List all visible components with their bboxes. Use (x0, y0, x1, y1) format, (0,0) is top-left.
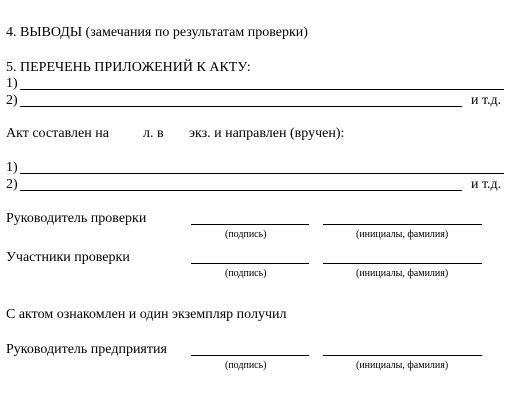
recipient-item-1-number: 1) (6, 160, 18, 175)
inspection-head-name-line[interactable] (323, 224, 482, 225)
enterprise-head-signature-line[interactable] (191, 355, 309, 356)
name-caption: (инициалы, фамилия) (356, 268, 449, 279)
inspection-head-label: Руководитель проверки (6, 211, 147, 226)
signature-caption: (подпись) (225, 360, 267, 371)
signature-caption: (подпись) (225, 229, 267, 240)
appendix-item-1-number: 1) (6, 76, 18, 91)
section5-title: 5. ПЕРЕЧЕНЬ ПРИЛОЖЕНИЙ К АКТУ: (6, 60, 251, 75)
appendix-item-2-number: 2) (6, 93, 18, 108)
enterprise-head-label: Руководитель предприятия (6, 342, 167, 357)
inspection-head-signature-line[interactable] (191, 224, 309, 225)
participants-signature-line[interactable] (191, 263, 309, 264)
enterprise-head-name-line[interactable] (323, 355, 482, 356)
recipient-item-2-line[interactable] (20, 190, 462, 191)
recipient-item-1-line[interactable] (20, 173, 504, 174)
name-caption: (инициалы, фамилия) (356, 229, 449, 240)
participants-name-line[interactable] (323, 263, 482, 264)
act-pages-label: Акт составлен на (6, 126, 109, 141)
recipient-etc: и т.д. (471, 177, 502, 192)
act-sent-label: экз. и направлен (вручен): (189, 126, 345, 141)
section4-title: 4. ВЫВОДЫ (замечания по результатам проверки) (6, 25, 308, 40)
acknowledgement-text: С актом ознакомлен и один экземпляр получил (6, 307, 287, 322)
name-caption: (инициалы, фамилия) (356, 360, 449, 371)
act-copies-label: л. в (143, 126, 164, 141)
recipient-item-2-number: 2) (6, 177, 18, 192)
participants-label: Участники проверки (6, 250, 130, 265)
appendix-item-1-line[interactable] (20, 89, 504, 90)
appendix-etc: и т.д. (471, 93, 502, 108)
appendix-item-2-line[interactable] (20, 106, 462, 107)
signature-caption: (подпись) (225, 268, 267, 279)
